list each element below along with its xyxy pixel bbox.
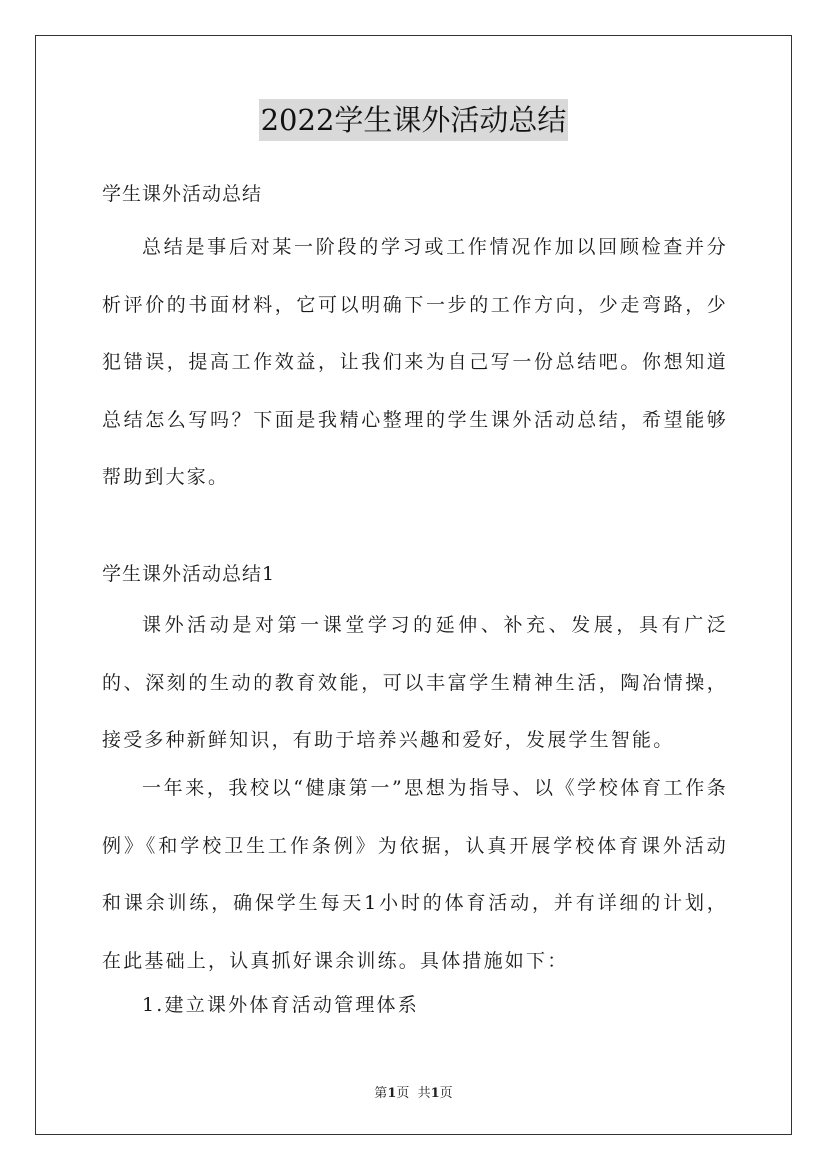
intro-heading: 学生课外活动总结 (102, 183, 263, 205)
intro-paragraph: 总结是事后对某一阶段的学习或工作情况作加以回顾检查并分析评价的书面材料，它可以明确下一步的工作方向，少走弯路，少犯错误，提高工作效益，让我们来为自己写一份总结吧。你想知道总结怎么写吗？下面是我精心整理的学生课外活动总结，希望能够帮助到大家。 (102, 236, 728, 488)
footer-page-suffix: 页 (439, 1086, 453, 1101)
footer-page-mid: 页 共 (396, 1086, 431, 1101)
title-wrapper (0, 99, 827, 141)
footer-page-prefix: 第 (374, 1086, 388, 1101)
section1-item1: 1.建立课外体育活动管理体系 (142, 994, 419, 1016)
section1-paragraph1: 课外活动是对第一课堂学习的延伸、补充、发展，具有广泛的、深刻的生动的教育效能，可以丰富学生精神生活，陶冶情操，接受多种新鲜知识，有助于培养兴趣和爱好，发展学生智能。 (102, 614, 728, 751)
footer-page-total: 1 (430, 1086, 440, 1101)
section1-paragraph2: 一年来，我校以“健康第一”思想为指导、以《学校体育工作条例》《和学校卫生工作条例》为依据，认真开展学校体育课外活动和课余训练，确保学生每天1小时的体育活动，并有详细的计划，在此基础上，认真抓好课余训练。具体措施如下： (102, 777, 728, 972)
page-footer (0, 1082, 827, 1101)
footer-page-current: 1 (387, 1086, 397, 1101)
section1-heading: 学生课外活动总结1 (102, 563, 276, 585)
document-title: 2022学生课外活动总结 (259, 99, 569, 141)
